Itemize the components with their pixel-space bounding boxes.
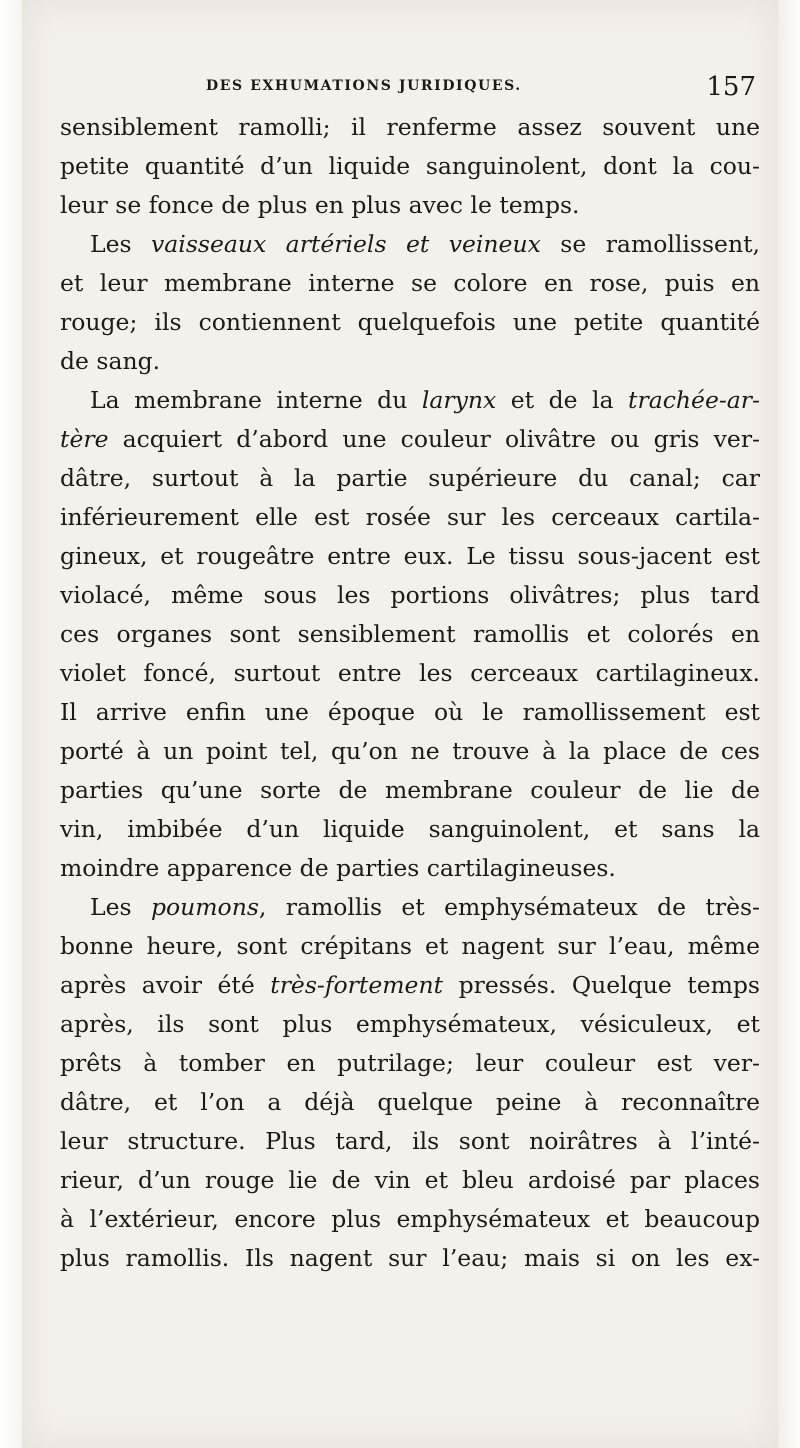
left-margin — [0, 0, 22, 1448]
text-line — [60, 615, 760, 654]
text-line — [60, 225, 760, 264]
text-run: sensiblement ramolli; il renferme assez souvent une — [60, 113, 760, 141]
text-run: petite quantité d’un liquide sanguinolent, dont la cou- — [60, 152, 760, 180]
text-line — [60, 810, 760, 849]
text-line — [60, 654, 760, 693]
text-run: La membrane interne du — [90, 386, 422, 414]
text-run: prêts à tomber en putrilage; leur couleur est ver- — [60, 1049, 760, 1077]
text-run: , ramollis et emphysémateux de très- — [258, 893, 760, 921]
text-run: moindre apparence de parties cartilagineuses. — [60, 854, 616, 882]
text-line — [60, 108, 760, 147]
text-run: après avoir été — [60, 971, 271, 999]
italic-term: très-fortement — [270, 971, 444, 999]
text-run: gineux, et rougeâtre entre eux. Le tissu sous-jacent est — [60, 542, 760, 570]
text-run: et de la — [496, 386, 629, 414]
text-run: leur se fonce de plus en plus avec le temps. — [60, 191, 580, 219]
text-line — [60, 459, 760, 498]
text-line — [60, 927, 760, 966]
text-run: plus ramollis. Ils nagent sur l’eau; mais si on les ex- — [60, 1244, 760, 1272]
text-run: pressés. Quelque temps — [443, 971, 760, 999]
running-title: DES EXHUMATIONS JURIDIQUES. — [206, 78, 522, 94]
text-line — [60, 303, 760, 342]
text-line — [60, 186, 760, 225]
text-line — [60, 966, 760, 1005]
text-line — [60, 693, 760, 732]
body-text — [60, 108, 760, 1278]
text-line — [60, 1122, 760, 1161]
page-number: 157 — [706, 72, 756, 102]
text-run: Les — [90, 893, 151, 921]
italic-term: vaisseaux artériels et veineux — [151, 230, 541, 258]
text-line — [60, 732, 760, 771]
text-run: Il arrive enfin une époque où le ramollissement est — [60, 698, 760, 726]
text-line — [60, 147, 760, 186]
text-line — [60, 498, 760, 537]
right-margin — [778, 0, 800, 1448]
text-run: leur structure. Plus tard, ils sont noirâtres à l’inté- — [60, 1127, 760, 1155]
italic-term: larynx — [421, 386, 497, 414]
text-line — [60, 264, 760, 303]
text-line — [60, 1083, 760, 1122]
text-line — [60, 342, 760, 381]
text-run: parties qu’une sorte de membrane couleur de lie de — [60, 776, 760, 804]
text-line — [60, 888, 760, 927]
text-run: et leur membrane interne se colore en rose, puis en — [60, 269, 760, 297]
italic-term: tère — [60, 425, 109, 453]
text-run: dâtre, surtout à la partie supérieure du canal; car — [60, 464, 760, 492]
text-run: acquiert d’abord une couleur olivâtre ou gris ver- — [108, 425, 760, 453]
text-line — [60, 1239, 760, 1278]
running-head — [60, 72, 760, 102]
text-run: rouge; ils contiennent quelquefois une petite quantité — [60, 308, 760, 336]
text-line — [60, 771, 760, 810]
text-run: porté à un point tel, qu’on ne trouve à la place de ces — [60, 737, 760, 765]
text-run: dâtre, et l’on a déjà quelque peine à reconnaître — [60, 1088, 760, 1116]
text-line — [60, 1044, 760, 1083]
text-line — [60, 1161, 760, 1200]
italic-term: poumons — [150, 893, 259, 921]
text-line — [60, 849, 760, 888]
text-line — [60, 576, 760, 615]
text-run: après, ils sont plus emphysémateux, vésiculeux, et — [60, 1010, 760, 1038]
text-run: bonne heure, sont crépitans et nagent sur l’eau, même — [60, 932, 760, 960]
text-line — [60, 420, 760, 459]
text-run: Les — [90, 230, 152, 258]
text-run: de sang. — [60, 347, 161, 375]
text-run: vin, imbibée d’un liquide sanguinolent, et sans la — [60, 815, 760, 843]
text-line — [60, 381, 760, 420]
text-line — [60, 1005, 760, 1044]
text-run: inférieurement elle est rosée sur les cerceaux cartila- — [60, 503, 760, 531]
text-run: ces organes sont sensiblement ramollis et colorés en — [60, 620, 760, 648]
text-run: violet foncé, surtout entre les cerceaux cartilagineux. — [60, 659, 760, 687]
italic-term: trachée-ar- — [628, 386, 760, 414]
text-run: rieur, d’un rouge lie de vin et bleu ardoisé par places — [60, 1166, 760, 1194]
text-run: se ramollissent, — [540, 230, 760, 258]
text-run: violacé, même sous les portions olivâtres; plus tard — [60, 581, 760, 609]
text-run: à l’extérieur, encore plus emphysémateux et beaucoup — [60, 1205, 760, 1233]
text-line — [60, 537, 760, 576]
text-line — [60, 1200, 760, 1239]
